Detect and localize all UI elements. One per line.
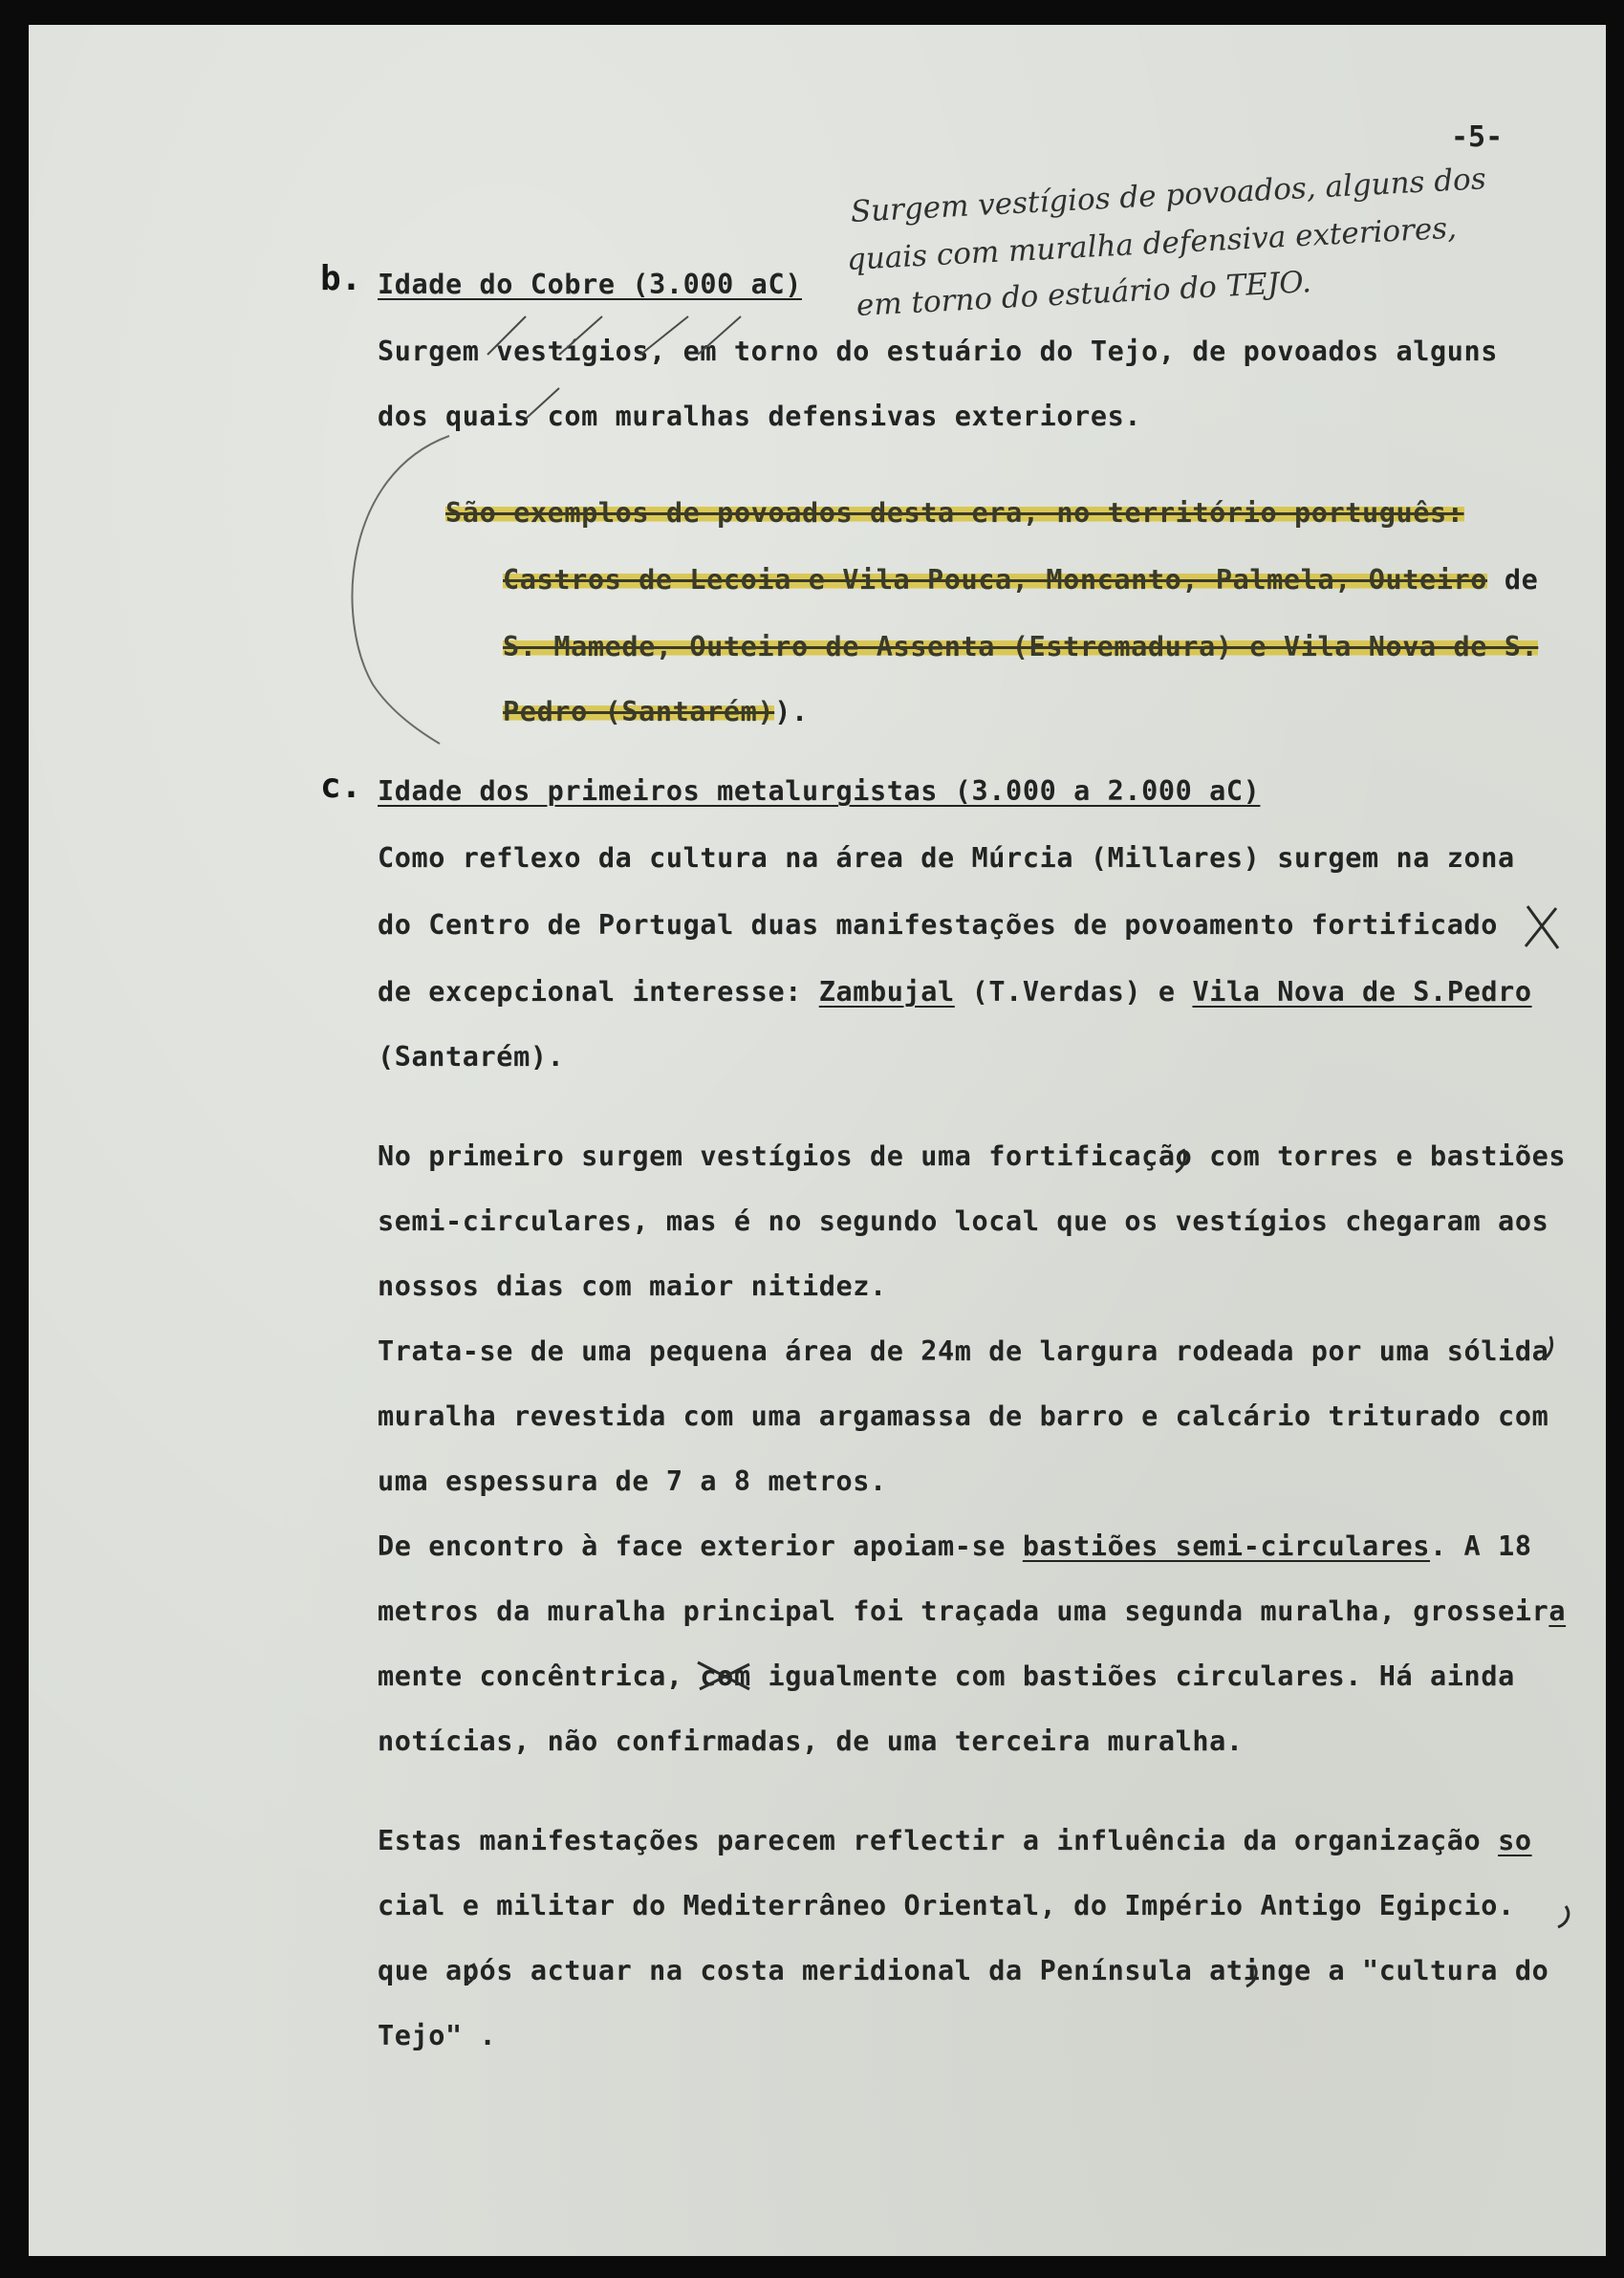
crossed-word-text: com <box>700 1660 751 1692</box>
struck-line-4-tail: ). <box>774 696 809 727</box>
p4-line-1-c: . A 18 <box>1430 1530 1532 1562</box>
section-b-marker: b. <box>320 259 362 298</box>
p5-line-3: que após actuar na costa meridional da Península atinge a "cultura do <box>378 1955 1549 1986</box>
vila-nova-underlined: Vila Nova de S.Pedro <box>1192 976 1532 1008</box>
p5-line-2: cial e militar do Mediterrâneo Oriental, do Império Antigo Egipcio. <box>378 1890 1515 1921</box>
p2-line-3: nossos dias com maior nitidez. <box>378 1270 887 1302</box>
p1-line-1: Como reflexo da cultura na área de Múrcia (Millares) surgem na zona <box>378 842 1515 874</box>
p1-line-2: do Centro de Portugal duas manifestações de povoamento fortificado <box>378 909 1499 941</box>
section-b-line-2: dos quais com muralhas defensivas exteriores. <box>378 401 1142 432</box>
p5-line-1-a: Estas manifestações parecem reflectir a influência da organização <box>378 1825 1499 1856</box>
bastioes-underlined: bastiões semi-circulares <box>1022 1530 1431 1562</box>
slash-mark-3 <box>640 316 688 355</box>
p4-line-4: notícias, não confirmadas, de uma terceira muralha. <box>378 1725 1244 1757</box>
section-c-marker: c. <box>320 767 362 806</box>
p3-line-3: uma espessura de 7 a 8 metros. <box>378 1465 887 1497</box>
document-page <box>29 25 1606 2256</box>
slash-mark-4 <box>698 316 741 355</box>
section-c-heading: Idade dos primeiros metalurgistas (3.000 a 2.000 aC) <box>378 775 1261 807</box>
p5-line-1-b: so <box>1498 1825 1532 1856</box>
struck-line-2-tail: de <box>1504 564 1539 596</box>
x-mark <box>1526 906 1558 948</box>
p4-line-1-a: De encontro à face exterior apoiam-se <box>378 1530 1023 1562</box>
p4-line-3-c: igualmente com bastiões circulares. Há ainda <box>750 1660 1515 1692</box>
slash-mark-5 <box>526 388 559 419</box>
handwritten-note-line-2: quais com muralha defensiva exteriores, <box>846 210 1458 277</box>
slash-mark-1 <box>487 316 526 355</box>
section-b-line-1: Surgem vestígios, em torno do estuário do Tejo, de povoados alguns <box>378 336 1499 367</box>
struck-text: S. Mamede, Outeiro de Assenta (Estremadura) e Vila Nova de S. <box>503 631 1539 662</box>
p1-line-3-c: (T.Verdas) e <box>954 976 1193 1008</box>
p3-line-2: muralha revestida com uma argamassa de barro e calcário triturado com <box>378 1400 1549 1432</box>
comma-mark-1 <box>1176 1149 1185 1172</box>
struck-text: Pedro (Santarém) <box>503 696 775 727</box>
handwritten-note-line-3: em torno do estuário do TEJO. <box>855 265 1312 323</box>
page-number: -5- <box>1451 120 1504 154</box>
p1-line-4: (Santarém). <box>378 1041 565 1073</box>
annotation-marks <box>29 25 1606 2256</box>
p4-line-2-b: a <box>1548 1595 1567 1627</box>
comma-mark-4 <box>466 1963 475 1985</box>
handwritten-note-line-1: Surgem vestígios de povoados, alguns dos <box>850 162 1487 229</box>
p2-line-1: No primeiro surgem vestígios de uma fortificação com torres e bastiões <box>378 1140 1567 1172</box>
p4-line-2-a: metros da muralha principal foi traçada uma segunda muralha, grosseir <box>378 1595 1549 1627</box>
struck-text: São exemplos de povoados desta era, no território português: <box>445 497 1464 529</box>
p2-line-2: semi-circulares, mas é no segundo local que os vestígios chegaram aos <box>378 1205 1549 1237</box>
p3-line-1: Trata-se de uma pequena área de 24m de largura rodeada por uma sólida <box>378 1335 1549 1367</box>
p1-line-3-a: de excepcional interesse: <box>378 976 819 1008</box>
p4-line-3-a: mente concêntrica, <box>378 1660 701 1692</box>
comma-mark-2 <box>1543 1336 1552 1359</box>
struck-text: Castros de Lecoia e Vila Pouca, Moncanto, Palmela, Outeiro <box>503 564 1488 596</box>
pencil-bracket <box>353 436 449 744</box>
comma-mark-3 <box>1558 1906 1569 1927</box>
slash-mark-2 <box>559 316 602 355</box>
comma-mark-5 <box>1246 1965 1256 1986</box>
p5-line-4: Tejo" . <box>378 2020 497 2051</box>
section-b-heading: Idade do Cobre (3.000 aC) <box>378 269 802 300</box>
zambujal-underlined: Zambujal <box>818 976 955 1008</box>
